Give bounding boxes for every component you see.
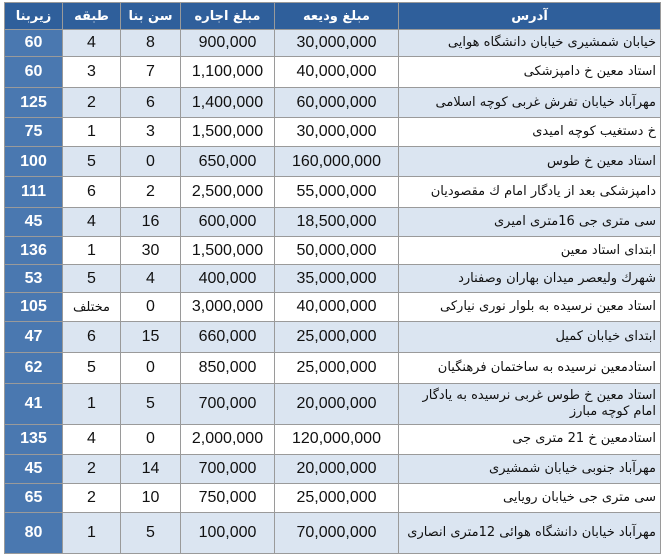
cell-floor: 1 [63, 118, 121, 147]
cell-deposit: 40,000,000 [275, 293, 399, 322]
cell-deposit: 30,000,000 [275, 118, 399, 147]
cell-rent: 600,000 [181, 208, 275, 237]
cell-address: شهرك ولیعصر میدان بهاران وصفنارد [399, 265, 661, 293]
cell-floor: 6 [63, 177, 121, 208]
cell-rent: 1,500,000 [181, 237, 275, 265]
header-address: آدرس [399, 3, 661, 30]
cell-rent: 750,000 [181, 483, 275, 512]
cell-floor: 1 [63, 512, 121, 553]
cell-area: 75 [5, 118, 63, 147]
header-rent: مبلغ اجاره [181, 3, 275, 30]
cell-area: 136 [5, 237, 63, 265]
cell-address: مهرآباد جنوبی خیابان شمشیری [399, 454, 661, 483]
cell-rent: 850,000 [181, 352, 275, 383]
cell-deposit: 20,000,000 [275, 454, 399, 483]
cell-address: استاد معین خ طوس غربی نرسیده به یادگار امام کوچه مبارز [399, 383, 661, 424]
cell-building-age: 5 [121, 383, 181, 424]
cell-deposit: 35,000,000 [275, 265, 399, 293]
cell-area: 125 [5, 88, 63, 118]
cell-area: 41 [5, 383, 63, 424]
cell-address: ابتدای خیابان کمیل [399, 322, 661, 352]
cell-building-age: 15 [121, 322, 181, 352]
cell-address: مهرآباد خیابان دانشگاه هوائی 12متری انصاری [399, 512, 661, 553]
cell-area: 53 [5, 265, 63, 293]
cell-area: 62 [5, 352, 63, 383]
table-row [5, 454, 661, 483]
cell-address: ابتدای استاد معین [399, 237, 661, 265]
table-row [5, 57, 661, 88]
cell-rent: 3,000,000 [181, 293, 275, 322]
cell-rent: 1,500,000 [181, 118, 275, 147]
header-building-age: سن بنا [121, 3, 181, 30]
cell-area: 47 [5, 322, 63, 352]
cell-rent: 650,000 [181, 147, 275, 177]
header-area: زیربنا [5, 3, 63, 30]
cell-floor: 3 [63, 57, 121, 88]
table-row [5, 322, 661, 352]
table-row [5, 293, 661, 322]
cell-floor: 4 [63, 208, 121, 237]
cell-floor: 5 [63, 265, 121, 293]
header-row [5, 3, 661, 30]
cell-building-age: 3 [121, 118, 181, 147]
cell-address: سی متری جی خیابان رویایی [399, 483, 661, 512]
cell-deposit: 55,000,000 [275, 177, 399, 208]
cell-floor: مختلف [63, 293, 121, 322]
cell-building-age: 6 [121, 88, 181, 118]
table-row [5, 177, 661, 208]
table-row [5, 208, 661, 237]
table-row [5, 424, 661, 454]
cell-area: 60 [5, 30, 63, 57]
cell-area: 65 [5, 483, 63, 512]
cell-area: 111 [5, 177, 63, 208]
cell-area: 80 [5, 512, 63, 553]
cell-address: مهرآباد خیابان تفرش غربی کوچه اسلامی [399, 88, 661, 118]
table-row [5, 118, 661, 147]
cell-building-age: 16 [121, 208, 181, 237]
table-row [5, 147, 661, 177]
cell-deposit: 120,000,000 [275, 424, 399, 454]
cell-address: استاد معین نرسیده به بلوار نوری نیارکی [399, 293, 661, 322]
cell-building-age: 0 [121, 147, 181, 177]
cell-floor: 4 [63, 30, 121, 57]
cell-building-age: 14 [121, 454, 181, 483]
cell-floor: 6 [63, 322, 121, 352]
cell-rent: 100,000 [181, 512, 275, 553]
cell-deposit: 70,000,000 [275, 512, 399, 553]
cell-address: خیابان شمشیری خیابان دانشگاه هوایی [399, 30, 661, 57]
cell-deposit: 40,000,000 [275, 57, 399, 88]
cell-deposit: 160,000,000 [275, 147, 399, 177]
cell-floor: 5 [63, 352, 121, 383]
cell-rent: 1,400,000 [181, 88, 275, 118]
cell-area: 45 [5, 208, 63, 237]
cell-floor: 4 [63, 424, 121, 454]
cell-deposit: 25,000,000 [275, 352, 399, 383]
table-row [5, 483, 661, 512]
table-row [5, 512, 661, 553]
table-row [5, 383, 661, 424]
cell-floor: 2 [63, 454, 121, 483]
cell-rent: 400,000 [181, 265, 275, 293]
table-row [5, 352, 661, 383]
cell-building-age: 0 [121, 352, 181, 383]
cell-building-age: 2 [121, 177, 181, 208]
cell-address: استاد معین خ طوس [399, 147, 661, 177]
cell-building-age: 0 [121, 424, 181, 454]
cell-building-age: 10 [121, 483, 181, 512]
cell-floor: 2 [63, 88, 121, 118]
cell-building-age: 30 [121, 237, 181, 265]
header-deposit: مبلغ ودیعه [275, 3, 399, 30]
cell-address: دامپزشکی بعد از یادگار امام ك مقصودیان [399, 177, 661, 208]
cell-deposit: 25,000,000 [275, 322, 399, 352]
cell-deposit: 30,000,000 [275, 30, 399, 57]
cell-floor: 2 [63, 483, 121, 512]
table-row [5, 265, 661, 293]
cell-area: 60 [5, 57, 63, 88]
cell-rent: 900,000 [181, 30, 275, 57]
cell-building-age: 7 [121, 57, 181, 88]
cell-rent: 2,500,000 [181, 177, 275, 208]
cell-area: 105 [5, 293, 63, 322]
cell-rent: 700,000 [181, 383, 275, 424]
cell-rent: 660,000 [181, 322, 275, 352]
cell-deposit: 18,500,000 [275, 208, 399, 237]
cell-address: خ دستغیب کوچه امیدی [399, 118, 661, 147]
cell-floor: 1 [63, 237, 121, 265]
cell-rent: 700,000 [181, 454, 275, 483]
cell-deposit: 50,000,000 [275, 237, 399, 265]
cell-building-age: 8 [121, 30, 181, 57]
rental-listings-table [4, 2, 661, 554]
cell-address: استادمعین خ 21 متری جی [399, 424, 661, 454]
cell-deposit: 60,000,000 [275, 88, 399, 118]
cell-area: 45 [5, 454, 63, 483]
cell-rent: 2,000,000 [181, 424, 275, 454]
cell-rent: 1,100,000 [181, 57, 275, 88]
cell-deposit: 25,000,000 [275, 483, 399, 512]
cell-building-age: 4 [121, 265, 181, 293]
cell-address: سی متری جی 16متری امیری [399, 208, 661, 237]
cell-deposit: 20,000,000 [275, 383, 399, 424]
cell-floor: 5 [63, 147, 121, 177]
cell-area: 100 [5, 147, 63, 177]
table-row [5, 88, 661, 118]
cell-address: استادمعین نرسیده به ساختمان فرهنگیان [399, 352, 661, 383]
cell-building-age: 5 [121, 512, 181, 553]
cell-floor: 1 [63, 383, 121, 424]
cell-address: استاد معین خ دامپزشکی [399, 57, 661, 88]
table-row [5, 237, 661, 265]
table-row [5, 30, 661, 57]
cell-building-age: 0 [121, 293, 181, 322]
cell-area: 135 [5, 424, 63, 454]
header-floor: طبقه [63, 3, 121, 30]
